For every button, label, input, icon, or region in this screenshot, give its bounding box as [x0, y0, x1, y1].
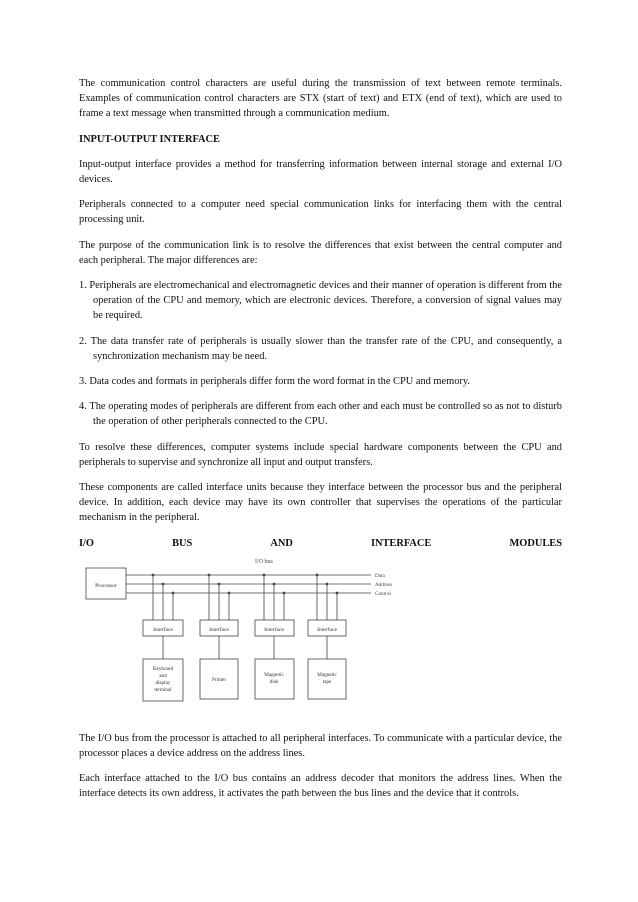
module-heading-word: INTERFACE: [370, 537, 432, 549]
device-label-line: tape: [322, 678, 332, 685]
interface-label-1: Interface: [153, 626, 173, 633]
processor-label: Processor: [95, 582, 117, 589]
paragraph-control-characters: The communication control characters are useful during the transmission of text between remote terminals. Examples of communication control characters are STX (start of text) and ETX (end of text), which are used to frame a text message when transmitted through a communication medium.: [79, 78, 562, 120]
module-heading-word: BUS: [172, 537, 193, 549]
paragraph-io-interface: Input-output interface provides a method for transferring information between internal storage and external I/O devices.: [79, 158, 562, 186]
device-label-line: Magnetic: [264, 671, 284, 678]
data-line-label: Data: [375, 572, 385, 579]
list-item-1: 1. Peripherals are electromechanical and electromagnetic devices and their manner of operation is different from the operation of the CPU and memory, which are electronic devices. Therefore, a conversion of signal values may be required.: [79, 280, 562, 322]
paragraph-purpose: The purpose of the communication link is to resolve the differences that exist between the central computer and each peripheral. The major differences are:: [79, 239, 562, 266]
interface-label-4: Interface: [317, 626, 337, 633]
list-item-2: 2. The data transfer rate of peripherals is usually slower than the transfer rate of the CPU, and consequently, a synchronization mechanism may be need.: [79, 335, 562, 362]
interface-label-2: Interface: [209, 626, 229, 633]
io-bus-diagram-svg: [79, 555, 409, 719]
document-body: [79, 76, 562, 812]
device-label-line: Magnetic: [317, 671, 337, 678]
paragraph-io-bus: The I/O bus from the processor is attached to all peripheral interfaces. To communicate with a particular device, the processor places a device address on the address lines.: [79, 732, 562, 760]
io-bus-diagram: [79, 555, 562, 719]
device-label-line: and: [159, 672, 167, 679]
device-label-line: Printer: [211, 676, 227, 683]
paragraph-peripherals: Peripherals connected to a computer need special communication links for interfacing them with the central processing unit.: [79, 199, 562, 226]
module-heading-word: MODULES: [509, 537, 562, 549]
after-figure-text: [79, 731, 562, 802]
address-line-label: Address: [375, 581, 393, 588]
bus-label: I/O bus: [255, 558, 273, 565]
module-heading-word: AND: [270, 537, 293, 549]
device-label-line: disk: [269, 678, 279, 685]
paragraph-interface-units: These components are called interface units because they interface between the processor bus and the peripheral device. In addition, each device may have its own controller that supervises the operations of the particular mechanism in the peripheral.: [79, 482, 562, 524]
device-label-line: Keyboard: [152, 665, 174, 672]
section-heading: INPUT-OUTPUT INTERFACE: [79, 133, 220, 145]
paragraph-address-decoder: Each interface attached to the I/O bus contains an address decoder that monitors the address lines. When the interface detects its own address, it activates the path between the bus lines and the device that it controls.: [79, 773, 562, 800]
device-label-line: display: [155, 679, 171, 686]
paragraph-resolve: To resolve these differences, computer systems include special hardware components between the CPU and peripherals to supervise and synchronize all input and output transfers.: [79, 441, 562, 468]
module-heading-word: I/O: [79, 537, 95, 549]
device-label-line: terminal: [154, 686, 172, 693]
list-item-4: 4. The operating modes of peripherals are different from each other and each must be controlled so as not to disturb the operation of other peripherals connected to the CPU.: [79, 401, 562, 428]
control-line-label: Control: [375, 590, 391, 597]
list-item-3: 3. Data codes and formats in peripherals differ form the word format in the CPU and memory.: [79, 376, 470, 388]
interface-label-3: Interface: [264, 626, 284, 633]
module-heading: [79, 536, 562, 551]
